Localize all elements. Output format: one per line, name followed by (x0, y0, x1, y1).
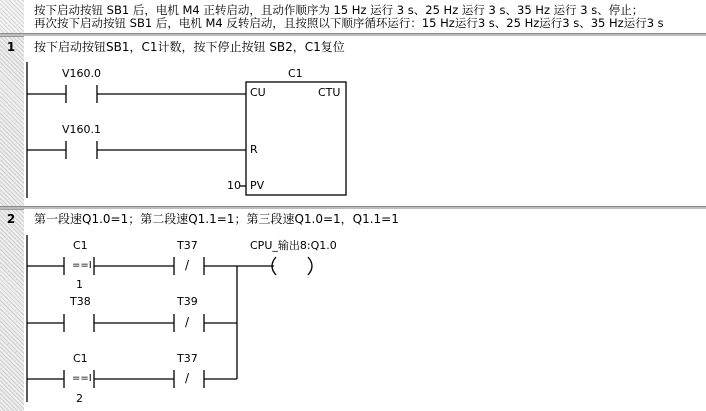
contact-v160-1[interactable] (62, 140, 102, 160)
rung3-compare-value: 2 (76, 392, 83, 405)
rung2-t39-label: T39 (177, 295, 198, 308)
rung3-compare-operator[interactable]: ==I (72, 373, 92, 384)
rung2-t39-negation[interactable]: / (185, 315, 190, 329)
rung1-compare-value: 1 (76, 278, 83, 291)
output-coil[interactable] (268, 255, 316, 277)
rung2-t38-label: T38 (70, 295, 91, 308)
counter-pin-cu: CU (250, 86, 266, 99)
rung3-t37-label: T37 (177, 352, 198, 365)
counter-pin-r: R (250, 143, 258, 156)
coil-label: CPU_输出8:Q1.0 (250, 239, 337, 252)
header-comment-line1: 按下启动按钮 SB1 后，电机 M4 正转启动，且动作顺序为 15 Hz 运行 3 s、25 Hz 运行 3 s、35 Hz 运行 3 s、停止； (34, 3, 644, 17)
rung3-t37-negation[interactable]: / (185, 371, 190, 385)
contact-v160-0[interactable] (62, 84, 102, 104)
header-comment-line2: 再次按下启动按钮 SB1 后，电机 M4 反转启动，且按照以下顺序循环运行：15 Hz运行3 s、25 Hz运行3 s、35 Hz运行3 s (34, 16, 664, 30)
counter-type: CTU (318, 86, 341, 99)
rung1-t37-label: T37 (177, 239, 198, 252)
contact-v160-1-label: V160.1 (62, 123, 102, 136)
network-1-number: 1 (6, 40, 16, 54)
network-1-comment: 按下启动按钮SB1，C1计数，按下停止按钮 SB2，C1复位 (34, 40, 345, 54)
rung1-compare-operator[interactable]: ==I (72, 260, 92, 271)
contact-v160-0-label: V160.0 (62, 67, 102, 80)
rung1-compare-address: C1 (73, 239, 88, 252)
counter-name: C1 (288, 67, 303, 80)
rung2-t38-contact[interactable] (62, 313, 98, 333)
counter-pv-value[interactable]: 10 (227, 179, 241, 192)
network-2-number: 2 (6, 212, 16, 226)
network-2-comment: 第一段速Q1.0=1；第二段速Q1.1=1；第三段速Q1.0=1，Q1.1=1 (34, 212, 399, 226)
counter-pin-pv: PV (250, 179, 265, 192)
rung1-t37-negation[interactable]: / (185, 258, 190, 272)
rung3-compare-address: C1 (73, 352, 88, 365)
